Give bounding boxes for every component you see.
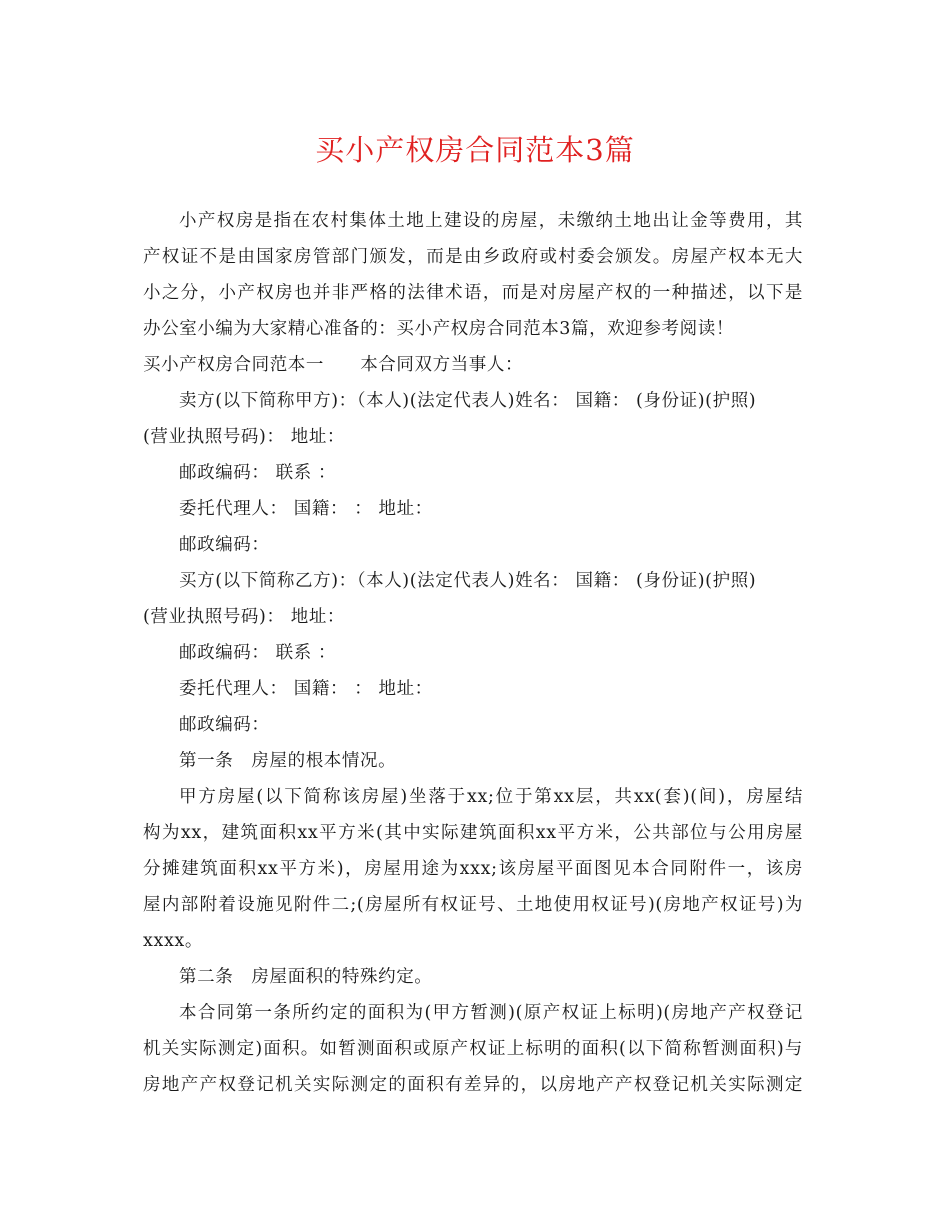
text-line: 小产权房是指在农村集体土地上建设的房屋，未缴纳土地出让金等费用，其 [179,211,803,231]
article-heading: 第二条 房屋面积的特殊约定。 [179,967,433,987]
text-line: 机关实际测定)面积。如暂测面积或原产权证上标明的面积(以下简称暂测面积)与 [143,1039,803,1059]
text-line: 分摊建筑面积xx平方米)，房屋用途为xxx;该房屋平面图见本合同附件一，该房 [143,859,803,879]
text-line: 邮政编码： 联系 ： [179,643,337,663]
text-line: 构为xx，建筑面积xx平方米(其中实际建筑面积xx平方米，公共部位与公用房屋 [143,823,803,843]
document-body [143,203,803,1103]
text-line: 办公室小编为大家精心准备的：买小产权房合同范本3篇，欢迎参考阅读！ [143,319,734,339]
text-line: (营业执照号码)： 地址： [143,427,346,447]
text-line: 邮政编码： 联系 ： [179,463,337,483]
text-line: 买方(以下简称乙方)：（本人)(法定代表人)姓名： 国籍： (身份证)(护照) [179,571,757,591]
text-line: 甲方房屋(以下简称该房屋)坐落于xx;位于第xx层，共xx(套)(间)，房屋结 [179,787,803,807]
section-heading: 买小产权房合同范本一 本合同双方当事人： [143,355,524,375]
text-line: xxxx。 [143,931,203,951]
text-line: (营业执照号码)： 地址： [143,607,346,627]
text-line: 邮政编码： [179,715,270,735]
text-line: 房地产产权登记机关实际测定的面积有差异的，以房地产产权登记机关实际测定 [143,1075,803,1095]
text-line: 小之分，小产权房也并非严格的法律术语，而是对房屋产权的一种描述，以下是 [143,283,803,303]
text-line: 邮政编码： [179,535,270,555]
article-heading: 第一条 房屋的根本情况。 [179,751,397,771]
text-line: 卖方(以下简称甲方)：（本人)(法定代表人)姓名： 国籍： (身份证)(护照) [179,391,757,411]
text-line: 产权证不是由国家房管部门颁发，而是由乡政府或村委会颁发。房屋产权本无大 [143,247,803,267]
text-line: 屋内部附着设施见附件二;(房屋所有权证号、土地使用权证号)(房地产权证号)为 [143,895,803,915]
text-line: 本合同第一条所约定的面积为(甲方暂测)(原产权证上标明)(房地产产权登记 [179,1003,803,1023]
text-line: 委托代理人： 国籍： ： 地址： [179,499,433,519]
document-title: 买小产权房合同范本3篇 [315,133,635,167]
text-line: 委托代理人： 国籍： ： 地址： [179,679,433,699]
